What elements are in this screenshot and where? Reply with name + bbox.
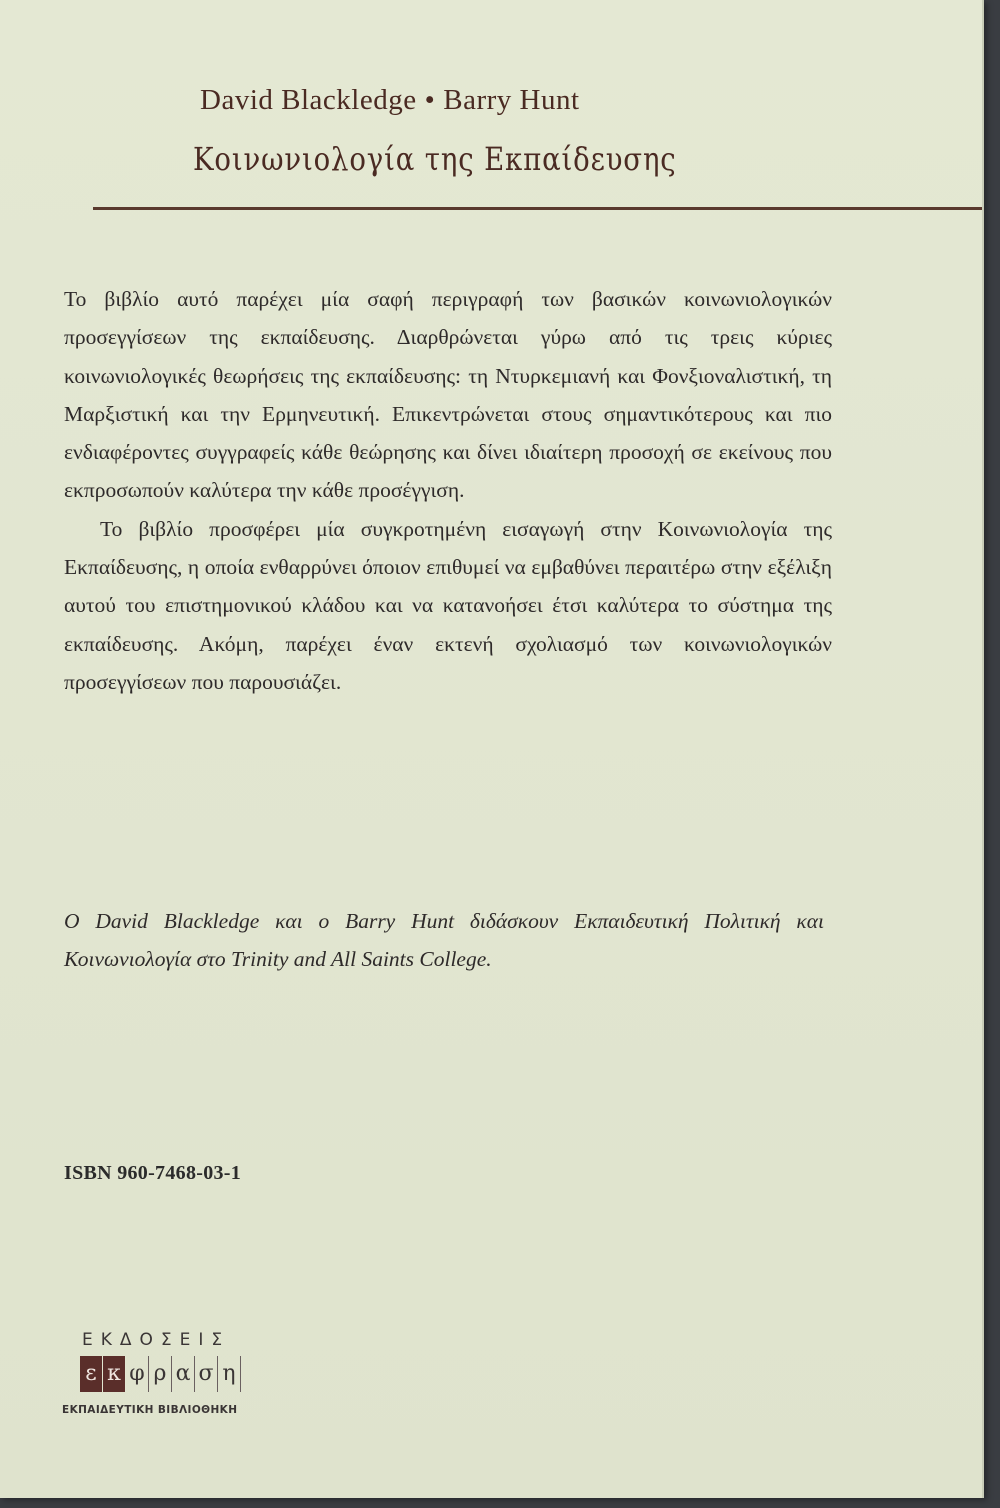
book-title: Κοινωνιολογία της Εκπαίδευσης (193, 140, 677, 178)
blurb-paragraph: Το βιβλίο προσφέρει μία συγκροτημένη εισαγωγή στην Κοινωνιολογία της Εκπαίδευσης, η οποία ενθαρρύνει όποιον επιθυμεί να εμβαθύνει περαιτέρω στην εξέλιξη αυτού του επιστημονικού κλάδου και να κατανοήσει έτσι καλύτερα το σύστημα της εκπαίδευσης. Ακόμη, παρέχει έναν εκτενή σχολιασμό των κοινωνιολογικών προσεγγίσεων που παρουσιάζει. (64, 516, 832, 694)
author-name: Barry Hunt (443, 84, 580, 116)
publisher-wordmark (80, 1356, 282, 1392)
logo-letter: σ (195, 1356, 218, 1392)
logo-letter: η (218, 1356, 241, 1392)
logo-letter: φ (126, 1356, 149, 1392)
author-bio-text: Ο David Blackledge και ο Barry Hunt διδάσκουν Εκπαιδευτική Πολιτική και Κοινωνιολογία στο Trinity and All Saints College. (64, 909, 824, 971)
logo-letter: α (172, 1356, 195, 1392)
author-bio (64, 902, 824, 978)
isbn: ISBN 960-7468-03-1 (64, 1162, 242, 1184)
publisher-series: ΕΚΠΑΙΔΕΥΤΙΚΗ ΒΙΒΛΙΟΘΗΚΗ (62, 1404, 238, 1416)
blurb-paragraph: Το βιβλίο αυτό παρέχει μία σαφή περιγραφή των βασικών κοινωνιολογικών προσεγγίσεων της εκπαίδευσης. Διαρθρώνεται γύρω από τις τρεις κύριες κοινωνιολογικές θεωρήσεις της εκπαίδευσης: τη Ντυρκεμιανή και Φονξιοναλιστική, τη Μαρξιστική και την Ερμηνευτική. Επικεντρώνεται στους σημαντικότερους και πιο ενδιαφέροντες συγγραφείς κάθε θεώρησης και δίνει ιδιαίτερη προσοχή σε εκείνους που εκπροσωπούν καλύτερα την κάθε προσέγγιση. (64, 287, 832, 503)
publisher-label: ΕΚΔΟΣΕΙΣ (82, 1330, 231, 1350)
author-name: David Blackledge (200, 84, 417, 116)
author-separator: • (424, 84, 436, 116)
publisher-logo (60, 1330, 282, 1416)
logo-letter: κ (103, 1356, 126, 1392)
blurb (64, 280, 832, 701)
header-divider (93, 207, 982, 210)
logo-letter: ρ (149, 1356, 172, 1392)
authors-line (200, 84, 720, 117)
logo-letter: ε (80, 1356, 103, 1392)
